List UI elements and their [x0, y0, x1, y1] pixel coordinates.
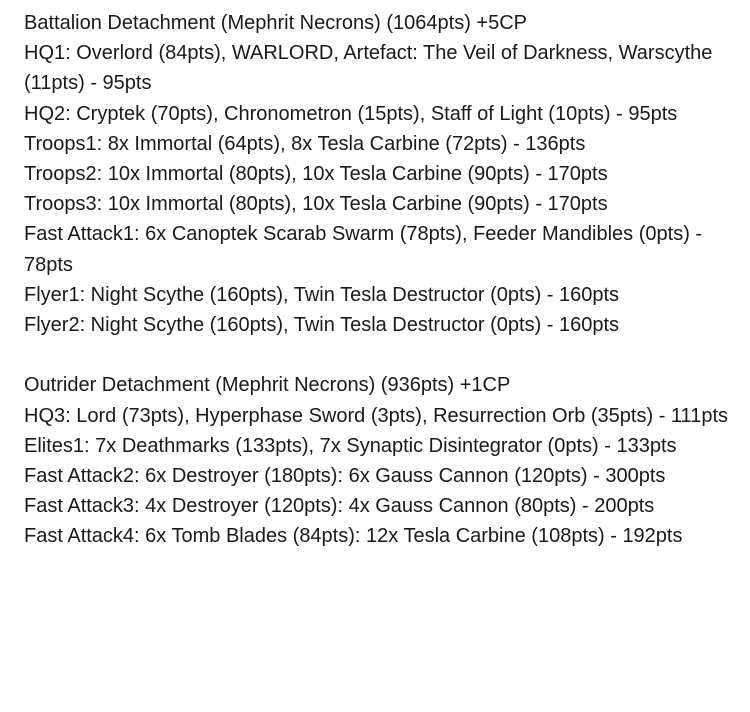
battalion-detachment-section: [24, 8, 744, 340]
unit-entry-troops3: Troops3: 10x Immortal (80pts), 10x Tesla Carbine (90pts) - 170pts: [24, 193, 608, 216]
unit-entry-fast-attack4: Fast Attack4: 6x Tomb Blades (84pts): 12x Tesla Carbine (108pts) - 192pts: [24, 525, 683, 548]
unit-entry-fast-attack3: Fast Attack3: 4x Destroyer (120pts): 4x Gauss Cannon (80pts) - 200pts: [24, 495, 655, 518]
unit-entry-hq1: HQ1: Overlord (84pts), WARLORD, Artefact: The Veil of Darkness, Warscythe (11pts) - 95pts: [24, 42, 713, 95]
unit-entry-hq3: HQ3: Lord (73pts), Hyperphase Sword (3pts), Resurrection Orb (35pts) - 111pts: [24, 404, 728, 427]
unit-entry-hq2: HQ2: Cryptek (70pts), Chronometron (15pts), Staff of Light (10pts) - 95pts: [24, 102, 678, 125]
unit-entry-fast-attack1: Fast Attack1: 6x Canoptek Scarab Swarm (78pts), Feeder Mandibles (0pts) - 78pts: [24, 223, 703, 276]
army-list-document: [24, 8, 744, 552]
unit-entry-flyer2: Flyer2: Night Scythe (160pts), Twin Tesla Destructor (0pts) - 160pts: [24, 314, 620, 337]
outrider-detachment-section: [24, 370, 744, 551]
unit-entry-elites1: Elites1: 7x Deathmarks (133pts), 7x Synaptic Disintegrator (0pts) - 133pts: [24, 434, 677, 457]
detachment-heading: Outrider Detachment (Mephrit Necrons) (936pts) +1CP: [24, 374, 511, 397]
unit-entry-troops2: Troops2: 10x Immortal (80pts), 10x Tesla Carbine (90pts) - 170pts: [24, 163, 608, 186]
unit-entry-fast-attack2: Fast Attack2: 6x Destroyer (180pts): 6x Gauss Cannon (120pts) - 300pts: [24, 465, 666, 488]
unit-entry-flyer1: Flyer1: Night Scythe (160pts), Twin Tesla Destructor (0pts) - 160pts: [24, 283, 620, 306]
unit-entry-troops1: Troops1: 8x Immortal (64pts), 8x Tesla Carbine (72pts) - 136pts: [24, 132, 586, 155]
detachment-heading: Battalion Detachment (Mephrit Necrons) (1064pts) +5CP: [24, 12, 528, 34]
